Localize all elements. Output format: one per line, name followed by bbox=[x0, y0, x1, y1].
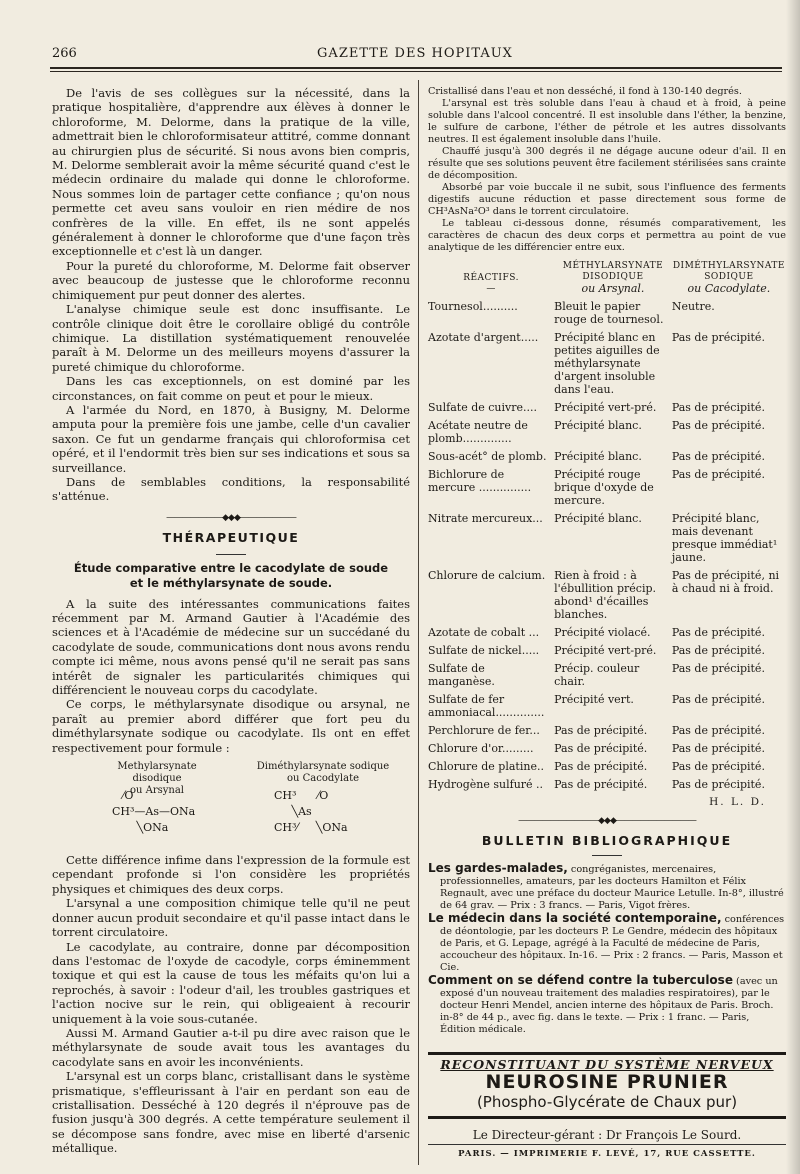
column-header-arsynal bbox=[554, 260, 672, 300]
formula-line: CH³—As—ONa bbox=[112, 805, 196, 819]
section-title: THÉRAPEUTIQUE bbox=[162, 530, 300, 546]
formula-line: CH³⁄ ╲ONa bbox=[274, 821, 348, 835]
formula-line: CH³ ⁄O bbox=[274, 789, 329, 803]
cacodylate-cell: Pas de précipité, ni à chaud ni à froid. bbox=[671, 569, 780, 595]
arsynal-cell: Précipité blanc en petites aiguilles de méthylarsynate d'argent insoluble dans l'eau. bbox=[554, 331, 660, 396]
table-row bbox=[428, 419, 786, 450]
cacodylate-cell: Pas de précipité. bbox=[671, 778, 765, 791]
table-row bbox=[428, 778, 786, 796]
paragraph: L'arsynal est très soluble dans l'eau à chaud et à froid, à peine soluble dans l'alcool concentré. Il est insoluble dans l'éther, la benzine, le sulfure de carbone, l'éther de pétrole et les autres dissolvants neutres. Il est également insoluble dans l'huile. bbox=[428, 98, 786, 145]
header-text: DISODIQUE bbox=[582, 272, 644, 282]
arsynal-cell: Précipité violacé. bbox=[554, 626, 651, 639]
table-row bbox=[428, 693, 786, 724]
left-column bbox=[52, 86, 410, 1156]
column-header-cacodylate bbox=[672, 260, 786, 300]
cacodylate-cell: Pas de précipité. bbox=[671, 644, 765, 657]
cacodylate-cell: Pas de précipité. bbox=[671, 693, 765, 706]
ornament-divider: ———————◆◆◆——————— bbox=[166, 512, 296, 523]
cacodylate-cell: Pas de précipité. bbox=[671, 662, 765, 675]
cacodylate-cell: Pas de précipité. bbox=[671, 468, 765, 481]
header-text: RÉACTIFS. bbox=[463, 273, 519, 283]
ad-product-name: NEUROSINE PRUNIER bbox=[485, 1071, 729, 1093]
header-text: SODIQUE bbox=[704, 272, 754, 282]
paragraph: A l'armée du Nord, en 1870, à Busigny, M. Delorme amputa pour la première fois une jambe, celle d'un cavalier saxon. Ce fut un gendarme français qui chloroformisa cet opéré, et il l'endormit très bien sur ses indications et sous sa surveillance. bbox=[52, 402, 410, 475]
signature: H. L. D. bbox=[709, 796, 766, 808]
reactions-table bbox=[428, 260, 786, 796]
cacodylate-cell: Pas de précipité. bbox=[671, 742, 765, 755]
formula-line: ╲As bbox=[274, 805, 312, 819]
reagent-cell: Hydrogène sulfuré .. bbox=[428, 778, 544, 791]
paragraph: Le cacodylate, au contraire, donne par décomposition dans l'estomac de l'oxyde de cacodyle, corps éminemment toxique et qui est la cause de tous les méfaits qu'on lui a reprochés, à savoir : l'odeur d'ail, les troubles gastriques et l'action nocive sur le rein, qui obligeaient à recourir uniquement à la voie sous-cutanée. bbox=[52, 939, 410, 1026]
table-body bbox=[428, 300, 786, 796]
arsynal-cell: Précipité vert-pré. bbox=[554, 401, 657, 414]
paragraph: Aussi M. Armand Gautier a-t-il pu dire avec raison que le méthylarsynate de soude avait tous les avantages du cacodylate sans en avoir les inconvénients. bbox=[52, 1025, 410, 1069]
arsynal-cell: Précipité rouge brique d'oxyde de mercure. bbox=[554, 468, 654, 507]
reagent-cell: Chlorure d'or......... bbox=[428, 742, 534, 755]
book-title: Comment on se défend contre la tuberculose bbox=[428, 973, 733, 987]
column-header-reactifs bbox=[428, 260, 554, 300]
article-title-line: Étude comparative entre le cacodylate de soude bbox=[73, 560, 389, 575]
cacodylate-cell: Pas de précipité. bbox=[671, 419, 765, 432]
paragraph: Dans les cas exceptionnels, on est dominé par les circonstances, on fait comme on peut et pour le mieux. bbox=[52, 374, 410, 403]
ad-tagline: RECONSTITUANT DU SYSTÈME NERVEUX bbox=[440, 1057, 774, 1072]
ad-product-desc: (Phospho-Glycérate de Chaux pur) bbox=[476, 1093, 738, 1111]
reagent-cell: Chlorure de calcium. bbox=[428, 569, 546, 582]
cacodylate-cell: Pas de précipité. bbox=[671, 401, 765, 414]
reagent-cell: Acétate neutre de plomb.............. bbox=[428, 419, 528, 445]
short-rule bbox=[592, 855, 622, 856]
book-details: (avec un exposé d'un nouveau traitement des maladies respiratoires), par le docteur Henri Mendel, ancien interne des hôpitaux de Paris. Broch. in-8° de 44 p., avec fig. dans le texte. — Prix : 1 franc. — Paris, Édition médicale. bbox=[440, 976, 778, 1035]
reagent-cell: Sulfate de cuivre.... bbox=[428, 401, 537, 414]
arsynal-cell: Précipité blanc. bbox=[554, 450, 642, 463]
paragraph: Cristallisé dans l'eau et non desséché, il fond à 130-140 degrés. bbox=[428, 86, 742, 97]
header-text: ou Cacodylate. bbox=[687, 282, 771, 295]
book-title: Les gardes-malades, bbox=[428, 861, 568, 875]
arsynal-cell: Pas de précipité. bbox=[554, 760, 648, 773]
arsynal-cell: Précip. couleur chair. bbox=[554, 662, 640, 688]
bibliography-entry bbox=[428, 974, 786, 1036]
table-row bbox=[428, 760, 786, 778]
book-details: congréganistes, mercenaires, professionnelles, amateurs, par les docteurs Hamilton et Félix Regnault, avec une préface du docteur Maurice Letulle. In-8°, illustré de 64 grav. — Prix : 3 francs. — Paris, Vigot frères. bbox=[440, 864, 784, 911]
table-row bbox=[428, 512, 786, 569]
table-header-row bbox=[428, 260, 786, 300]
paragraph: Le tableau ci-dessous donne, résumés comparativement, les caractères de chacun des deux corps et permettra au point de vue analytique de les différencier entre eux. bbox=[428, 218, 786, 253]
table-row bbox=[428, 401, 786, 419]
reagent-cell: Bichlorure de mercure ............... bbox=[428, 468, 532, 494]
section-title: BULLETIN BIBLIOGRAPHIQUE bbox=[481, 833, 733, 848]
caption-line: ou Arsynal bbox=[129, 785, 185, 797]
article-title bbox=[52, 561, 410, 591]
paragraph: Pour la pureté du chloroforme, M. Delorme fait observer avec beaucoup de justesse que le chloroforme reconnu chimiquement pur peut donner des alertes. bbox=[52, 258, 410, 302]
reagent-cell: Perchlorure de fer... bbox=[428, 724, 540, 737]
cacodylate-cell: Pas de précipité. bbox=[671, 450, 765, 463]
journal-title: GAZETTE DES HOPITAUX bbox=[317, 46, 513, 61]
paragraph: Cette différence infime dans l'expression de la formule est cependant profonde si l'on considère les propriétés physiques et chimiques des deux corps. bbox=[52, 853, 410, 896]
arsynal-cell: Précipité vert. bbox=[554, 693, 634, 706]
page-header bbox=[50, 42, 780, 68]
paragraph: Absorbé par voie buccale il ne subit, sous l'influence des ferments digestifs aucune réduction et passe directement sous forme de CH³AsNa²O³ dans le torrent circulatoire. bbox=[428, 182, 786, 217]
formula-line: ⁄O bbox=[112, 789, 134, 803]
arsynal-cell: Précipité vert-pré. bbox=[554, 644, 657, 657]
caption-line: ou Cacodylate bbox=[286, 773, 360, 785]
header-text: ou Arsynal. bbox=[581, 282, 645, 295]
paragraph: Chauffé jusqu'à 300 degrés il ne dégage aucune odeur d'ail. Il en résulte que ses solutions peuvent être facilement stérilisées sans crainte de décomposition. bbox=[428, 146, 786, 181]
paragraph: Ce corps, le méthylarsynate disodique ou arsynal, ne paraît au premier abord différer que fort peu du diméthylarsynate sodique ou cacodylate. Ils ont en effet respectivement pour formule : bbox=[52, 697, 410, 755]
header-text: — bbox=[486, 284, 496, 294]
reagent-cell: Nitrate mercureux... bbox=[428, 512, 543, 525]
arsynal-cell: Pas de précipité. bbox=[554, 724, 648, 737]
cacodylate-cell: Pas de précipité. bbox=[671, 331, 765, 344]
cacodylate-cell: Précipité blanc, mais devenant presque immédiat¹ jaune. bbox=[671, 512, 778, 564]
cacodylate-cell: Pas de précipité. bbox=[671, 626, 765, 639]
reagent-cell: Sous-acét° de plomb. bbox=[428, 450, 547, 463]
paragraph: Dans de semblables conditions, la responsabilité s'atténue. bbox=[52, 474, 410, 504]
header-text: MÉTHYLARSYNATE bbox=[562, 261, 664, 271]
caption-line: Methylarsynate disodique bbox=[117, 761, 197, 785]
paragraph: De l'avis de ses collègues sur la nécessité, dans la pratique hospitalière, d'apprendre aux élèves à donner le chloroforme, M. Delorme, dans la pratique de la ville, admettrait bien le chloroformisateur attitré, comme donnant au chirurgien plus de sécurité. Si nous avons bien compris, M. Delorme semblerait avoir la même sécurité quand c'est le médecin ordinaire du malade qui donne le chloroforme. Nous sommes loin de partager cette confiance ; qu'on nous permette cet aveu sans vouloir en rien médire de nos confrères de la ville. En effet, ils ne sont appelés généralement à donner le chloroforme que d'une façon très exceptionnelle et c'est là un danger. bbox=[52, 86, 410, 259]
table-row bbox=[428, 569, 786, 626]
bibliography-entry bbox=[428, 912, 786, 974]
table-row bbox=[428, 724, 786, 742]
paragraph: L'analyse chimique seule est donc insuffisante. Le contrôle clinique doit être le corollaire obligé du contrôle chimique. La distillation systématiquement renouvelée paraît à M. Delorme un des meilleurs moyens d'assurer la pureté chimique du chloroforme. bbox=[52, 302, 410, 374]
header-rule bbox=[50, 67, 782, 72]
reagent-cell: Sulfate de fer ammoniacal.............. bbox=[428, 693, 545, 719]
arsynal-cell: Pas de précipité. bbox=[554, 742, 648, 755]
advertisement bbox=[428, 1052, 786, 1119]
reagent-cell: Azotate de cobalt ... bbox=[428, 626, 540, 639]
reagent-cell: Sulfate de nickel..... bbox=[428, 644, 540, 657]
short-rule bbox=[216, 554, 246, 555]
table-row bbox=[428, 662, 786, 693]
column-separator bbox=[418, 80, 419, 1165]
reagent-cell: Azotate d'argent..... bbox=[428, 331, 539, 344]
bibliography-entry bbox=[428, 862, 786, 912]
formula-caption-cacodylate bbox=[248, 761, 398, 785]
director-line: Le Directeur-gérant : Dr François Le Sourd. bbox=[428, 1129, 786, 1145]
arsynal-cell: Précipité blanc. bbox=[554, 512, 642, 525]
arsynal-cell: Précipité blanc. bbox=[554, 419, 642, 432]
formula-line: ╲ONa bbox=[112, 821, 169, 835]
printer-line: PARIS. — IMPRIMERIE F. LEVÉ, 17, RUE CASSETTE. bbox=[458, 1149, 756, 1159]
table-row bbox=[428, 450, 786, 468]
book-title: Le médecin dans la société contemporaine, bbox=[428, 911, 722, 925]
table-row bbox=[428, 742, 786, 760]
book-details: conférences de déontologie, par les docteurs P. Le Gendre, médecin des hôpitaux de Paris, et G. Lepage, agrégé à la Faculté de médecine de Paris, accoucheur des hôpitaux. In-16. — Prix : 2 francs. — Paris, Masson et Cie. bbox=[440, 914, 785, 973]
table-row bbox=[428, 331, 786, 401]
paragraph: L'arsynal est un corps blanc, cristallisant dans le système prismatique, s'effleurissant à l'air en perdant son eau de cristallisation. Desséché à 120 degrés il n'éprouve pas de fusion jusqu'à 300 degrés. A cette température seulement il se décompose sans fondre, avec mise en liberté d'arsenic métallique. bbox=[52, 1069, 410, 1156]
arsynal-cell: Bleuit le papier rouge de tournesol. bbox=[554, 300, 664, 326]
article-title-line: et le méthylarsynate de soude. bbox=[129, 575, 333, 590]
table-row bbox=[428, 468, 786, 512]
page-number: 266 bbox=[52, 46, 77, 61]
reagent-cell: Chlorure de platine.. bbox=[428, 760, 544, 773]
reagent-cell: Tournesol.......... bbox=[428, 300, 518, 313]
header-text: DIMÉTHYLARSYNATE bbox=[672, 261, 785, 271]
paragraph: L'arsynal a une composition chimique telle qu'il ne peut donner aucun produit secondaire et qu'il passe intact dans le torrent circulatoire. bbox=[52, 896, 410, 940]
chemical-formulas bbox=[52, 761, 410, 843]
table-row bbox=[428, 300, 786, 331]
cacodylate-cell: Pas de précipité. bbox=[671, 760, 765, 773]
right-column bbox=[428, 86, 786, 1160]
paragraph: A la suite des intéressantes communications faites récemment par M. Armand Gautier à l'Académie des sciences et à l'Académie de médecine sur un succédané du cacodylate de soude, communications dont nous avons rendu compte ici même, nous avons pensé qu'il ne serait pas sans intérêt de signaler les particularités chimiques qui différencient le nouveau corps du cacodylate. bbox=[52, 596, 410, 698]
caption-line: Diméthylarsynate sodique bbox=[256, 761, 390, 773]
arsynal-cell: Rien à froid : à l'ébullition précip. abond¹ d'écailles blanches. bbox=[554, 569, 657, 621]
table-row bbox=[428, 644, 786, 662]
arsynal-cell: Pas de précipité. bbox=[554, 778, 648, 791]
ornament-divider: ——————————◆◆◆—————————— bbox=[518, 816, 696, 826]
cacodylate-cell: Pas de précipité. bbox=[671, 724, 765, 737]
reagent-cell: Sulfate de manganèse. bbox=[428, 662, 495, 688]
table-row bbox=[428, 626, 786, 644]
cacodylate-cell: Neutre. bbox=[671, 300, 715, 313]
